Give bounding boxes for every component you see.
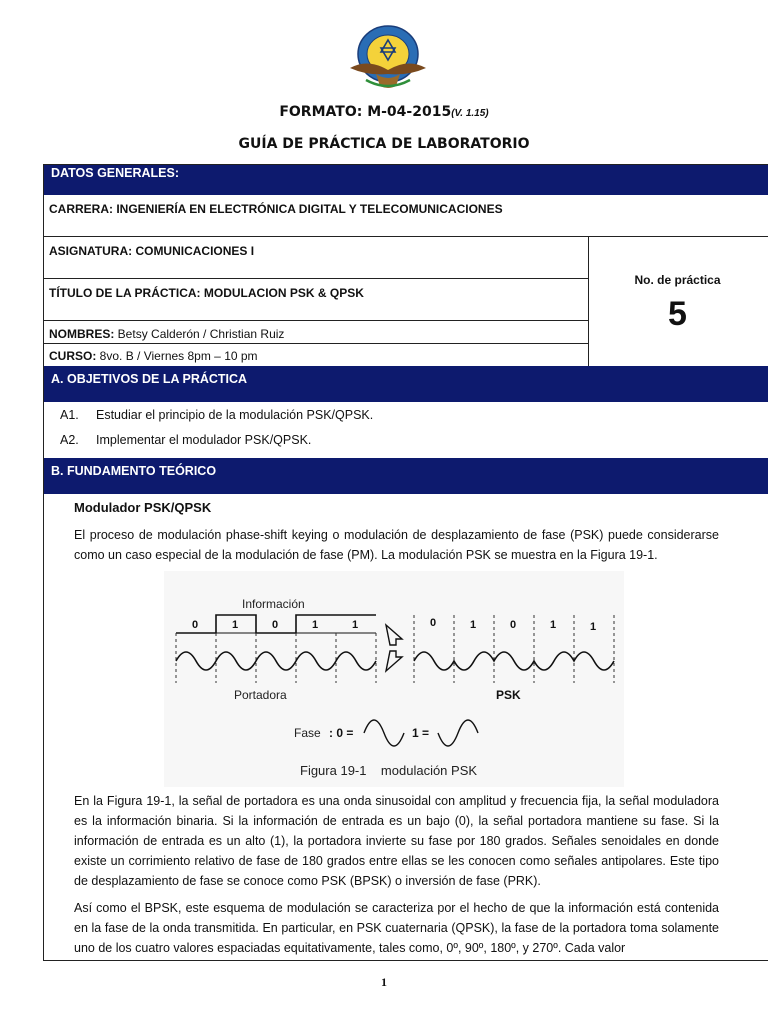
format-label: FORMATO: M-04-2015 (279, 104, 452, 120)
bit-in: 1 (312, 619, 319, 631)
names-value: Betsy Calderón / Christian Ruiz (114, 327, 285, 341)
bit-out: 0 (430, 617, 437, 629)
practice-title-field: TÍTULO DE LA PRÁCTICA: MODULACION PSK & QPSK (49, 286, 364, 300)
divider (44, 236, 768, 237)
theory-subtitle: Modulador PSK/QPSK (74, 500, 212, 515)
names-field (49, 327, 284, 341)
objective-text: Estudiar el principio de la modulación PSK/QPSK. (96, 408, 374, 422)
bit-out: 1 (470, 619, 477, 631)
theory-paragraph-1: El proceso de modulación phase-shift keying o modulación de desplazamiento de fase (PSK) puede considerarse como un caso especial de la modulación de fase (PM). La modulación PSK se muestra en la Figura 19-1. (74, 528, 719, 562)
divider (44, 278, 588, 279)
divider (44, 343, 588, 344)
figure-caption: Figura 19-1 modulación PSK (300, 763, 478, 778)
bit-in: 0 (272, 619, 279, 631)
general-data-header (44, 165, 768, 195)
names-label: NOMBRES: (49, 327, 115, 341)
theory-paragraph-2: En la Figura 19-1, la señal de portadora es una onda sinusoidal con amplitud y frecuencia fija, la señal moduladora es la información binaria. Si la información de entrada es un bajo (0), la señal portadora mantiene su fase. Si la información de entrada es un alto (1), la portadora invierte su fase por 180 grados. Señales senoidales en donde existe un corrimiento relativo de fase de 180 grados entre ellas se les conocen como señales antipolares. Este tipo de desplazamiento de fase se conoce como PSK (BPSK) o inversión de fase (PRK). (74, 794, 719, 888)
psk-label: PSK (496, 688, 521, 702)
university-logo (346, 24, 430, 94)
format-version: (V. 1.15) (451, 108, 489, 119)
phase-one-label: 1 = (412, 726, 430, 740)
subject-field: ASIGNATURA: COMUNICACIONES I (49, 244, 255, 258)
bit-in: 0 (192, 619, 199, 631)
page-number: 1 (381, 975, 387, 989)
general-data-title: DATOS GENERALES: (51, 166, 180, 180)
psk-figure (164, 571, 624, 787)
objective-number: A1. (60, 408, 79, 422)
course-value: 8vo. B / Viernes 8pm – 10 pm (96, 349, 258, 363)
carrier-label: Portadora (234, 688, 287, 702)
theory-title: B. FUNDAMENTO TEÓRICO (51, 464, 217, 478)
course-label: CURSO: (49, 349, 97, 363)
objective-text: Implementar el modulador PSK/QPSK. (96, 433, 312, 447)
bit-in: 1 (352, 619, 359, 631)
course-field (49, 349, 258, 363)
practice-number-label: No. de práctica (634, 273, 721, 287)
theory-header (44, 458, 768, 494)
objective-number: A2. (60, 433, 79, 447)
info-label: Información (242, 597, 305, 611)
objectives-title: A. OBJETIVOS DE LA PRÁCTICA (51, 372, 248, 386)
objectives-header (44, 366, 768, 402)
column-divider (588, 236, 589, 366)
practice-number: 5 (668, 295, 687, 333)
bit-in: 1 (232, 619, 239, 631)
phase-label: Fase (294, 726, 321, 740)
career-field: CARRERA: INGENIERÍA EN ELECTRÓNICA DIGITAL Y TELECOMUNICACIONES (49, 202, 503, 216)
format-title (0, 104, 768, 120)
phase-zero-label: : 0 = (329, 726, 354, 740)
bit-out: 1 (590, 621, 597, 633)
divider (44, 320, 588, 321)
guide-title: GUÍA DE PRÁCTICA DE LABORATORIO (238, 136, 530, 152)
bit-out: 1 (550, 619, 557, 631)
bit-out: 0 (510, 619, 517, 631)
practice-form (43, 164, 768, 961)
theory-paragraph-3: Así como el BPSK, este esquema de modulación se caracteriza por el hecho de que la información está contenida en la fase de la onda transmitida. En particular, en PSK cuaternaria (QPSK), la fase de la portadora toma solamente uno de los cuatro valores espaciadas equitativamente, tales como, 0º, 90º, 180º, y 270º. Cada valor (74, 901, 719, 955)
